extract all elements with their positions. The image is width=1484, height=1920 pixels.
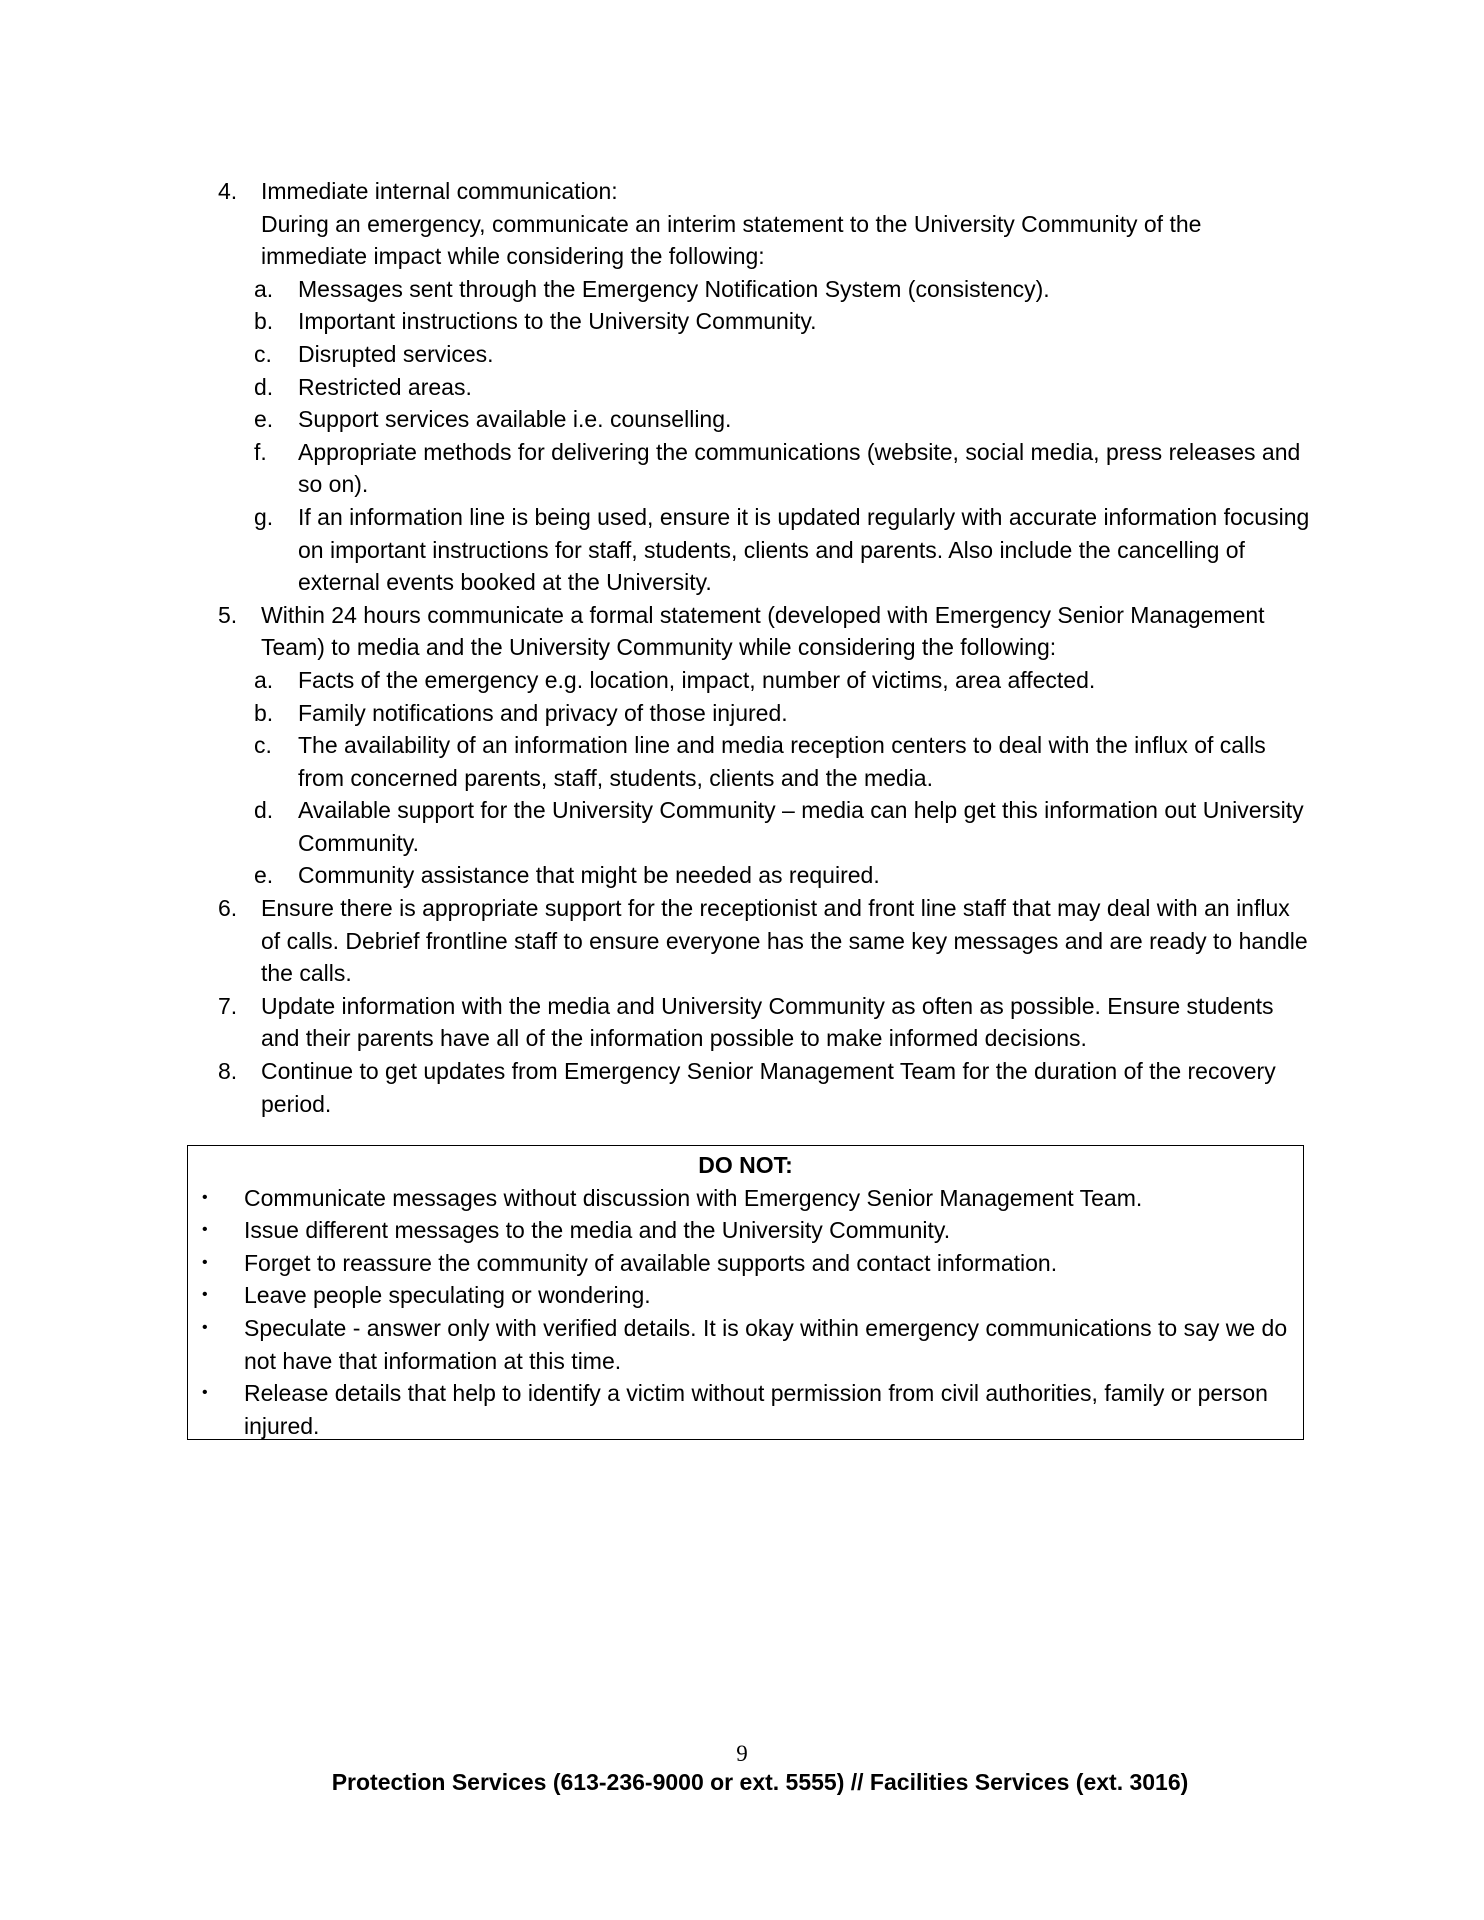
item-text: During an emergency, communicate an interim statement to the University Community of the immediate impact while considering the following: [261,210,1202,270]
bullet-icon: • [202,1286,208,1304]
do-not-item-text: Issue different messages to the media and the University Community. [244,1217,951,1244]
do-not-item [188,1182,1303,1215]
do-not-item-text: Leave people speculating or wondering. [244,1282,651,1309]
sub-item-letter: c. [254,340,272,367]
sub-item [211,273,1311,306]
do-not-item [188,1279,1303,1312]
sub-item-letter: f. [254,438,267,465]
bullet-icon: • [202,1188,208,1206]
sub-item [211,403,1311,436]
sub-item [211,729,1311,794]
footer-contact-line: Protection Services (613-236-9000 or ext. 5555) // Facilities Services (ext. 3016) [331,1769,1189,1795]
sub-item-text: Appropriate methods for delivering the communications (website, social media, press releases and so on). [298,438,1301,498]
sub-item [211,859,1311,892]
do-not-item-text: Forget to reassure the community of available supports and contact information. [244,1249,1058,1276]
item-number: 4. [218,178,238,204]
sub-item-text: Messages sent through the Emergency Notification System (consistency). [298,275,1050,302]
sub-item [211,371,1311,404]
item-text: Ensure there is appropriate support for the receptionist and front line staff that may deal with an influx of calls. Debrief frontline staff to ensure everyone has the same key messages and are ready to handle the calls. [261,895,1308,987]
sub-item-text: Support services available i.e. counselling. [298,406,732,433]
sub-item-letter: c. [254,732,272,759]
do-not-item-text: Release details that help to identify a victim without permission from civil authorities, family or person injured. [244,1380,1268,1439]
sub-item-letter: d. [254,373,274,400]
sub-list [211,664,1311,892]
do-not-box [187,1145,1304,1440]
bullet-icon: • [202,1221,208,1239]
item-number: 6. [218,895,238,922]
sub-item [211,338,1311,371]
numbered-list [211,175,1311,1120]
item-text: Within 24 hours communicate a formal statement (developed with Emergency Senior Management Team) to media and the University Community while considering the following: [261,601,1265,661]
sub-item-text: Available support for the University Community – media can help get this information out University Community. [298,797,1304,856]
item-number: 8. [218,1058,238,1085]
sub-item-text: Community assistance that might be needed as required. [298,862,880,889]
sub-item-text: Facts of the emergency e.g. location, impact, number of victims, area affected. [298,666,1096,693]
item-number: 7. [218,992,238,1019]
page-number: 9 [736,1741,748,1766]
sub-list [211,273,1311,599]
do-not-item [188,1312,1303,1377]
numbered-item [211,990,1311,1055]
item-text: Immediate internal communication: [261,178,618,204]
do-not-list [188,1182,1303,1443]
do-not-item [188,1377,1303,1442]
numbered-item [211,892,1311,990]
item-number: 5. [218,601,238,628]
do-not-item [188,1247,1303,1280]
do-not-item-text: Communicate messages without discussion with Emergency Senior Management Team. [244,1184,1143,1211]
sub-item [211,305,1311,338]
numbered-item [211,175,1311,599]
sub-item-letter: b. [254,699,274,726]
sub-item [211,664,1311,697]
sub-item-text: Important instructions to the University Community. [298,308,817,335]
do-not-item-text: Speculate - answer only with verified details. It is okay within emergency communications to say we do not have that information at this time. [244,1314,1288,1374]
bullet-icon: • [202,1318,208,1336]
sub-item [211,501,1311,599]
item-text: Continue to get updates from Emergency Senior Management Team for the duration of the recovery period. [261,1058,1276,1117]
sub-item-letter: e. [254,862,274,889]
bullet-icon: • [202,1384,208,1402]
bullet-icon: • [202,1253,208,1271]
sub-item-text: Family notifications and privacy of those injured. [298,699,788,726]
sub-item-letter: d. [254,797,274,824]
sub-item-letter: g. [254,503,274,530]
sub-item-text: Restricted areas. [298,373,472,400]
sub-item-letter: e. [254,406,274,433]
sub-item [211,794,1311,859]
sub-item-text: Disrupted services. [298,340,494,367]
do-not-item [188,1214,1303,1247]
sub-item-letter: b. [254,308,274,335]
sub-item-text: The availability of an information line and media reception centers to deal with the influx of calls from concerned parents, staff, students, clients and the media. [298,732,1266,791]
sub-item [211,697,1311,730]
sub-item-letter: a. [254,275,274,302]
numbered-item [211,1055,1311,1120]
item-text: Update information with the media and University Community as often as possible. Ensure students and their parents have all of the information possible to make informed decisions. [261,992,1274,1052]
sub-item-letter: a. [254,666,274,693]
do-not-title: DO NOT: [698,1152,793,1178]
numbered-item [211,599,1311,892]
sub-item [211,436,1311,501]
sub-item-text: If an information line is being used, ensure it is updated regularly with accurate information focusing on important instructions for staff, students, clients and parents. Also include the cancelling of external events booked at the University. [298,503,1310,596]
